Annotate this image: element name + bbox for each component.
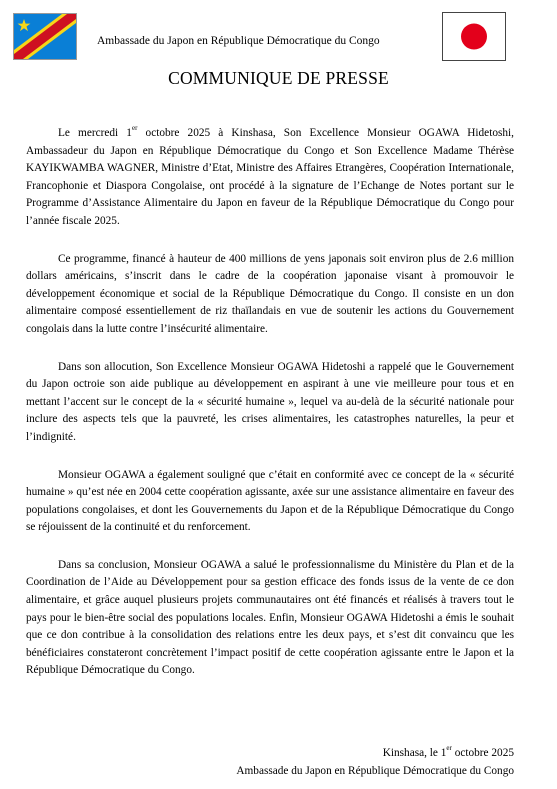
japan-flag-icon xyxy=(442,12,506,61)
place-date-end: octobre 2025 xyxy=(451,747,514,759)
drc-flag-graphic xyxy=(14,14,76,59)
drc-flag-icon xyxy=(13,13,77,60)
japan-flag-graphic xyxy=(443,13,505,60)
page-title: COMMUNIQUE DE PRESSE xyxy=(168,68,389,88)
place-date xyxy=(236,744,514,762)
ordinal-suffix: er xyxy=(131,124,138,133)
place-date-ordinal: er xyxy=(446,744,452,753)
paragraph-1-rest: octobre 2025 à Kinshasa, Son Excellence Monsieur OGAWA Hidetoshi, Ambassadeur du Japon en République Démocratique du Congo et Son Excellence Madame Thérèse KAYIKWAMBA WAGNER, Ministre d’Etat, Ministre des Affaires Etrangères, Coopération Internationale, Francophonie et Diaspora Congolaise, ont procédé à la signature de l’Echange de Notes portant sur le Programme d’Assistance Alimentaire du Japon en faveur de la République Démocratique du Congo pour l’année fiscale 2025. xyxy=(26,127,514,227)
paragraph-5: Dans sa conclusion, Monsieur OGAWA a salué le professionnalisme du Ministère du Plan et de la Coordination de l’Aide au Développement pour sa gestion efficace des fonds issus de la vente de ce don alimentaire, et grâce auquel plusieurs projets communautaires ont été financés et réalisés à travers tout le pays pour le bien-être social des populations locales. Enfin, Monsieur OGAWA Hidetoshi a émis le souhait que ce don contribue à la consolidation des relations entre les deux pays, et s’est dit convaincu que les bénéficiaires constateront concrètement l’impact positif de cette coopération agissante entre le Japon et la République Démocratique du Congo. xyxy=(26,558,514,677)
embassy-header-text: Ambassade du Japon en République Démocratique du Congo xyxy=(97,35,380,47)
closing-block xyxy=(236,744,514,780)
signature: Ambassade du Japon en République Démocratique du Congo xyxy=(236,765,514,777)
place-date-start: Kinshasa, le 1 xyxy=(382,747,447,759)
press-release-body xyxy=(26,125,514,680)
paragraph-4: Monsieur OGAWA a également souligné que c’était en conformité avec ce concept de la « sécurité humaine » qu’est née en 2004 cette coopération agissante, axée sur une assistance alimentaire en faveur des populations congolaises, et dont les Gouvernements du Japon et de la République Démocratique du Congo se réjouissent de la continuité et du renforcement. xyxy=(26,468,514,534)
paragraph-1 xyxy=(26,125,514,231)
paragraph-2: Ce programme, financé à hauteur de 400 millions de yens japonais soit environ plus de 2.6 million dollars américains, s’inscrit dans le cadre de la coopération japonaise visant à promouvoir le développement économique et social de la République Démocratique du Congo. Il consiste en un don alimentaire composé essentiellement de riz thaïlandais en vue de soutenir les actions du Gouvernement congolais dans la lutte contre l’insécurité alimentaire. xyxy=(26,252,514,335)
paragraph-1-start: Le mercredi 1 xyxy=(58,127,132,139)
paragraph-3: Dans son allocution, Son Excellence Monsieur OGAWA Hidetoshi a rappelé que le Gouvernement du Japon octroie son aide publique au développement en aspirant à une vie meilleure pour tous et en mettant l’accent sur le concept de la « sécurité humaine », lequel va au-delà de la sécurité nationale pour inclure des aspects tels que la pauvreté, les crises alimentaires, les catastrophes naturelles, la peur et l’indignité. xyxy=(26,360,514,443)
